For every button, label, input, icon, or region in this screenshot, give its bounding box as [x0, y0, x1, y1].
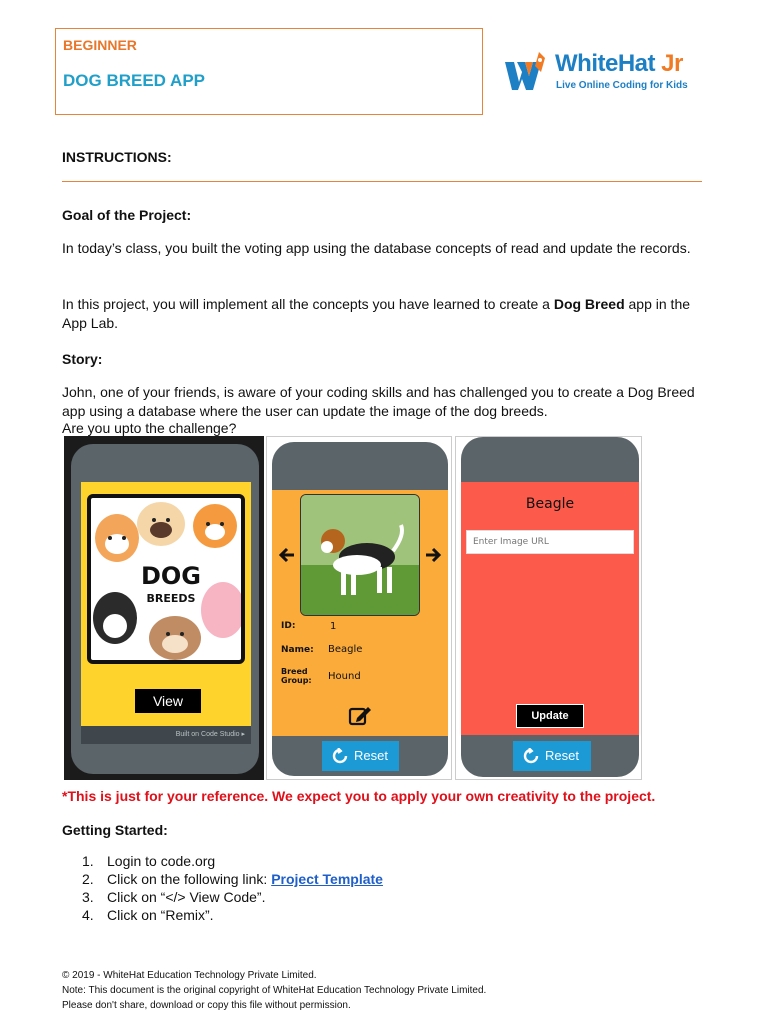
home-screen [81, 482, 251, 744]
reset-button-label: Reset [354, 748, 388, 763]
update-screen [461, 482, 639, 735]
arrow-right-icon[interactable] [424, 546, 442, 564]
story-paragraph: John, one of your friends, is aware of your coding skills and has challenged you to create a Dog Breed app using a database where the user can update the image of the dog breeds. [62, 384, 695, 419]
share-warning: Please don't share, download or copy this file without permission. [62, 1000, 351, 1011]
name-label: Name: [281, 645, 314, 655]
image-url-input[interactable] [466, 530, 634, 554]
whitehat-w-rocket-icon [505, 52, 551, 92]
goal-heading: Goal of the Project: [62, 207, 192, 223]
id-value: 1 [330, 621, 337, 632]
getting-started-steps [82, 852, 383, 924]
cartoon-dogs-illustration [91, 498, 241, 660]
list-item: 2. Click on the following link: Project Template [82, 871, 383, 887]
phone-frame [272, 442, 448, 776]
beagle-photo [301, 495, 420, 616]
edit-icon[interactable] [348, 704, 372, 726]
story-question: Are you upto the challenge? [62, 420, 237, 436]
update-button[interactable]: Update [516, 704, 584, 728]
name-value: Beagle [328, 644, 363, 655]
project-template-link[interactable]: Project Template [271, 871, 383, 887]
header-box [55, 28, 483, 115]
breed-group-value: Hound [328, 671, 361, 682]
detail-screen [272, 490, 448, 736]
copyright-line: © 2019 - WhiteHat Education Technology Private Limited. [62, 970, 317, 981]
list-item: 1. Login to code.org [82, 853, 216, 869]
dog-photo-frame [300, 494, 420, 616]
app-screenshot-update [455, 436, 642, 780]
app-screenshot-detail [266, 436, 452, 780]
logo-tagline: Live Online Coding for Kids [556, 80, 688, 91]
footer [62, 968, 486, 1013]
document-title: DOG BREED APP [63, 71, 206, 90]
list-item: 3. Click on “</> View Code”. [82, 889, 266, 905]
whitehat-logo [505, 42, 695, 94]
dog-breeds-poster [87, 494, 245, 664]
breed-group-label: Breed Group: [281, 667, 312, 685]
breed-title: Beagle [525, 496, 575, 512]
logo-wordmark: WhiteHat Jr [555, 50, 683, 77]
arrow-left-icon[interactable] [278, 546, 296, 564]
instructions-heading: INSTRUCTIONS: [62, 149, 172, 165]
goal-paragraph-2: In this project, you will implement all the concepts you have learned to create a Dog Breed app in the App Lab. [62, 296, 691, 331]
svg-text:DOG: DOG [140, 562, 202, 590]
reset-button[interactable] [513, 741, 591, 771]
reset-icon [332, 748, 348, 764]
level-label: BEGINNER [63, 37, 137, 53]
copyright-note: Note: This document is the original copyright of WhiteHat Education Technology Private Limited. [62, 985, 487, 996]
built-on-code-studio-bar: Built on Code Studio ▸ [81, 726, 251, 744]
reset-icon [523, 748, 539, 764]
getting-started-heading: Getting Started: [62, 822, 168, 838]
svg-text:BREEDS: BREEDS [146, 592, 196, 605]
goal-paragraph-1: In today’s class, you built the voting app using the database concepts of read and update the records. [62, 240, 691, 256]
section-divider [62, 181, 702, 182]
phone-frame [461, 437, 639, 777]
reference-note: *This is just for your reference. We expect you to apply your own creativity to the project. [62, 788, 656, 804]
reset-button-label: Reset [545, 748, 579, 763]
id-label: ID: [281, 621, 296, 631]
phone-frame [71, 444, 259, 774]
list-item: 4. Click on “Remix”. [82, 907, 214, 923]
view-button[interactable]: View [135, 689, 201, 713]
reset-button[interactable] [322, 741, 399, 771]
story-heading: Story: [62, 351, 103, 367]
app-screenshot-home [64, 436, 264, 780]
